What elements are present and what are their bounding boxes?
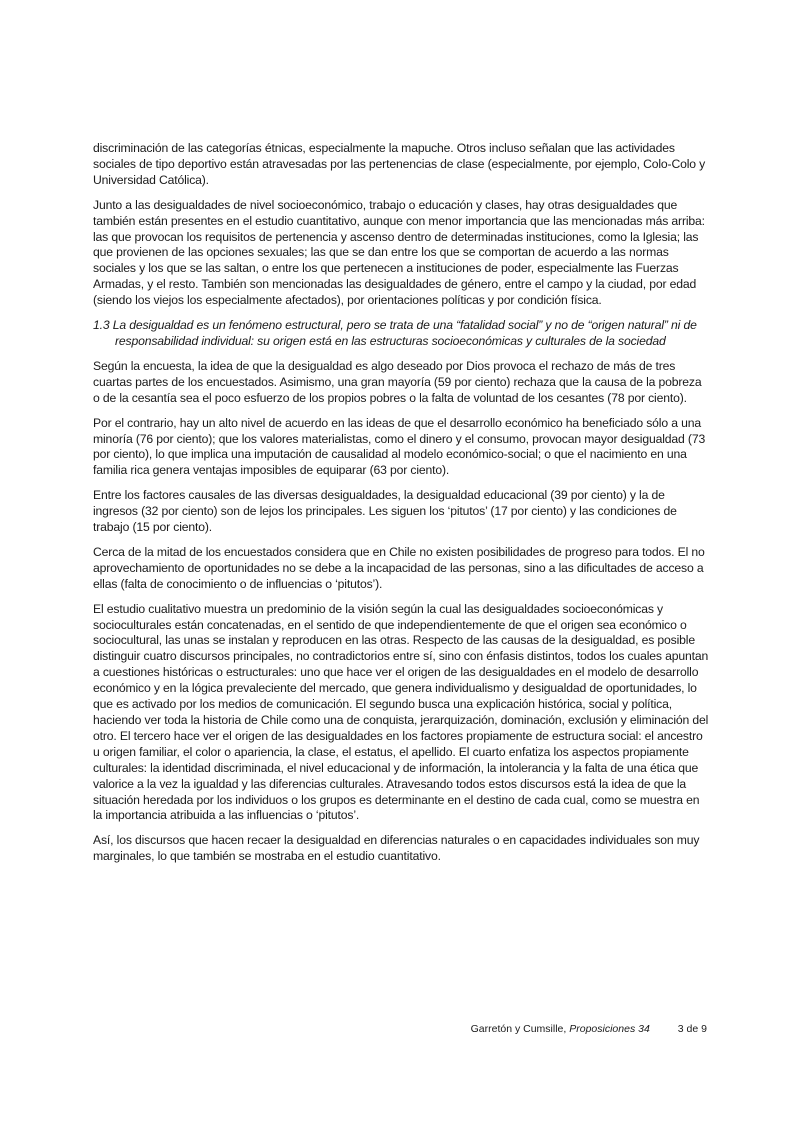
paragraph-5: Entre los factores causales de las diversas desigualdades, la desigualdad educacional (39 por ciento) y la de ingresos (32 por ciento) son de lejos los principales. Les siguen los ‘pitutos’ (17 por ciento) y las condiciones de trabajo (15 por ciento).	[93, 488, 677, 535]
paragraph-1: discriminación de las categorías étnicas, especialmente la mapuche. Otros incluso señalan que las actividades sociales de tipo deportivo están atravesadas por las pertenencias de clase (especialmente, por ejemplo, Colo-Colo y Universidad Católica).	[93, 141, 706, 187]
footer-authors: Garretón y Cumsille,	[470, 1023, 570, 1035]
paragraph-2: Junto a las desigualdades de nivel socioeconómico, trabajo o educación y clases, hay otras desigualdades que también están presentes en el estudio cuantitativo, aunque con menor importancia que las mencionadas más arriba: las que provocan los requisitos de pertenencia y ascenso dentro de determinadas instituciones, como la Iglesia; las que provienen de las opciones sexuales; las que se dan entre los que se comportan de acuerdo a las normas sociales y los que se las saltan, o entre los que pertenecen a instituciones de poder, especialmente las Fuerzas Armadas, y el resto. También son mencionadas las desigualdades de género, entre el campo y la ciudad, por edad (siendo los viejos los especialmente afectados), por orientaciones políticas y por condición física.	[93, 197, 705, 308]
paragraph-3: Según la encuesta, la idea de que la desigualdad es algo deseado por Dios provoca el rechazo de más de tres cuartas partes de los encuestados. Asimismo, una gran mayoría (59 por ciento) rechaza que la causa de la pobreza o de la cesantía sea el poco esfuerzo de los propios pobres o la falta de voluntad de los cesantes (78 por ciento).	[93, 358, 702, 405]
page-number: 3 de 9	[677, 1023, 707, 1035]
paragraph-4: Por el contrario, hay un alto nivel de acuerdo en las ideas de que el desarrollo económico ha beneficiado sólo a una minoría (76 por ciento); que los valores materialistas, como el dinero y el consumo, provocan mayor desigualdad (73 por ciento), lo que implica una imputación de causalidad al modelo económico-social; o que el nacimiento en una familia rica genera ventajas imposibles de equiparar (63 por ciento).	[93, 415, 706, 478]
paragraph-7: El estudio cualitativo muestra un predominio de la visión según la cual las desigualdades socioeconómicas y socioculturales están concatenadas, en el sentido de que independientemente de que el origen sea económico o sociocultural, las unas se instalan y reproducen en las otras. Respecto de las causas de la desigualdad, es posible distinguir cuatro discursos principales, no contradictorios entre sí, sino con énfasis distintos, todos los cuales apuntan a cuestiones históricas o estructurales: uno que hace ver el origen de las desigualdades en el modelo de desarrollo económico y en la lógica prevaleciente del mercado, que genera individualismo y desigualdad de oportunidades, lo que es activado por los medios de comunicación. El segundo busca una explicación histórica, social y política, haciendo ver toda la historia de Chile como una de conquista, jerarquización, dominación, exclusión y eliminación del otro. El tercero hace ver el origen de las desigualdades en los factores propiamente de estructura social: el ancestro u origen familiar, el color o apariencia, la clase, el estatus, el apellido. El cuarto enfatiza los aspectos propiamente culturales: la identidad discriminada, el nivel educacional y de información, la intolerancia y la falta de una ética que valorice a la vez la igualdad y las diferencias culturales. Atravesando todos estos discursos está la idea de que la situación heredada por los individuos o los grupos es determinante en el destino de cada cual, como se muestra en la importancia atribuida a las influencias o ‘pitutos’.	[93, 601, 709, 823]
footer-journal: Proposiciones 34	[569, 1023, 650, 1035]
section-heading: 1.3 La desigualdad es un fenómeno estructural, pero se trata de una “fatalidad social” y no de “origen natural” ni de responsabilidad individual: su origen está en las estructuras socioeconómicas y culturales de la sociedad	[93, 318, 697, 348]
paragraph-8: Así, los discursos que hacen recaer la desigualdad en diferencias naturales o en capacidades individuales son muy marginales, lo que también se mostraba en el estudio cuantitativo.	[93, 833, 700, 864]
paragraph-6: Cerca de la mitad de los encuestados considera que en Chile no existen posibilidades de progreso para todos. El no aprovechamiento de oportunidades no se debe a la incapacidad de las personas, sino a las dificultades de acceso a ellas (falta de conocimiento o de influencias o ‘pitutos’).	[93, 544, 705, 591]
page-footer	[471, 1023, 707, 1035]
document-body	[93, 141, 709, 874]
